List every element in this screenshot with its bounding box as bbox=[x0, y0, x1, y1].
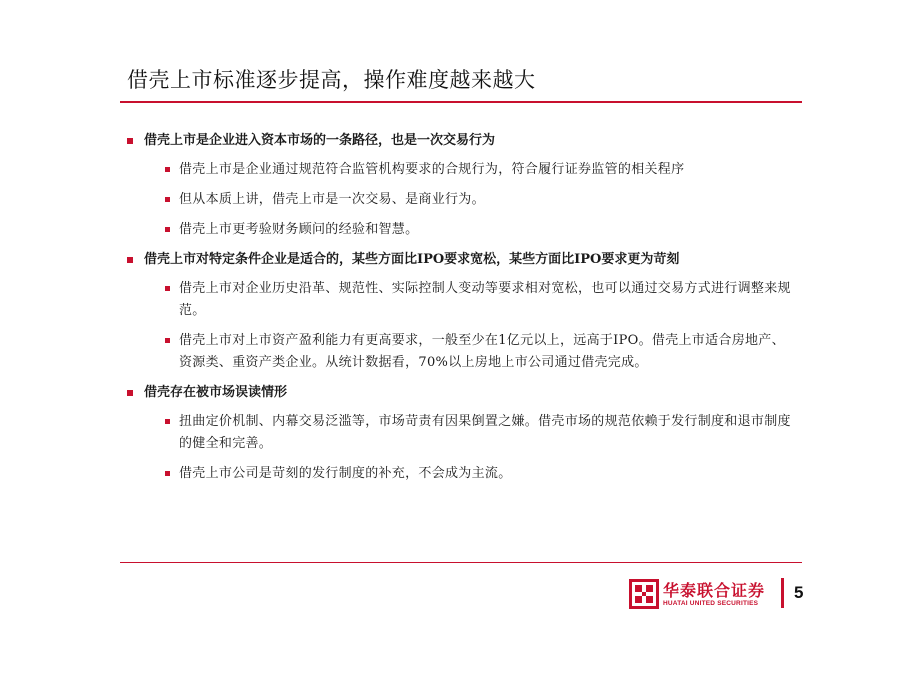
red-square-bullet-icon bbox=[165, 286, 170, 291]
red-square-bullet-icon bbox=[165, 471, 170, 476]
list-item-text: 扭曲定价机制、内幕交易泛滥等，市场苛责有因果倒置之嫌。借壳市场的规范依赖于发行制度和退市制度的健全和完善。 bbox=[179, 414, 791, 451]
list-item bbox=[163, 278, 795, 322]
section-heading-text: 借壳存在被市场误读情形 bbox=[144, 385, 288, 400]
red-square-bullet-icon bbox=[127, 390, 133, 396]
section-heading bbox=[125, 249, 795, 271]
list-item-text: 借壳上市是企业通过规范符合监管机构要求的合规行为，符合履行证券监管的相关程序 bbox=[179, 162, 685, 177]
section-heading bbox=[125, 130, 795, 152]
list-item-text: 借壳上市公司是苛刻的发行制度的补充，不会成为主流。 bbox=[179, 466, 512, 481]
list-item bbox=[163, 411, 795, 455]
page-number-divider bbox=[781, 578, 784, 608]
red-square-bullet-icon bbox=[165, 227, 170, 232]
list-item bbox=[163, 219, 795, 241]
red-square-bullet-icon bbox=[165, 167, 170, 172]
section-heading bbox=[125, 382, 795, 404]
list-item-text: 借壳上市更考验财务顾问的经验和智慧。 bbox=[179, 222, 419, 237]
red-square-bullet-icon bbox=[165, 197, 170, 202]
list-item-text: 借壳上市对企业历史沿革、规范性、实际控制人变动等要求相对宽松，也可以通过交易方式进行调整来规范。 bbox=[179, 281, 791, 318]
list-item-text: 但从本质上讲，借壳上市是一次交易、是商业行为。 bbox=[179, 192, 485, 207]
title-divider bbox=[120, 101, 802, 103]
list-item bbox=[163, 159, 795, 181]
red-square-bullet-icon bbox=[165, 338, 170, 343]
list-item bbox=[163, 330, 795, 374]
list-item bbox=[163, 189, 795, 211]
red-square-bullet-icon bbox=[127, 257, 133, 263]
bullet-list bbox=[125, 130, 795, 493]
page-number: 5 bbox=[794, 583, 804, 602]
slide-title: 借壳上市标准逐步提高，操作难度越来越大 bbox=[127, 68, 536, 92]
logo-chinese-name: 华泰联合证券 bbox=[663, 581, 766, 600]
list-item bbox=[163, 463, 795, 485]
footer-divider bbox=[120, 562, 802, 563]
red-square-bullet-icon bbox=[127, 138, 133, 144]
section-heading-text: 借壳上市对特定条件企业是适合的，某些方面比IPO要求宽松，某些方面比IPO要求更为苛刻 bbox=[144, 252, 680, 267]
list-item-text: 借壳上市对上市资产盈利能力有更高要求，一般至少在1亿元以上，远高于IPO。借壳上市适合房地产、资源类、重资产类企业。从统计数据看，70%以上房地上市公司通过借壳完成。 bbox=[179, 333, 785, 370]
huatai-logo-icon bbox=[629, 579, 659, 609]
company-logo bbox=[629, 578, 779, 612]
logo-english-name: HUATAI UNITED SECURITIES bbox=[663, 600, 759, 607]
section-heading-text: 借壳上市是企业进入资本市场的一条路径，也是一次交易行为 bbox=[144, 133, 496, 148]
red-square-bullet-icon bbox=[165, 419, 170, 424]
